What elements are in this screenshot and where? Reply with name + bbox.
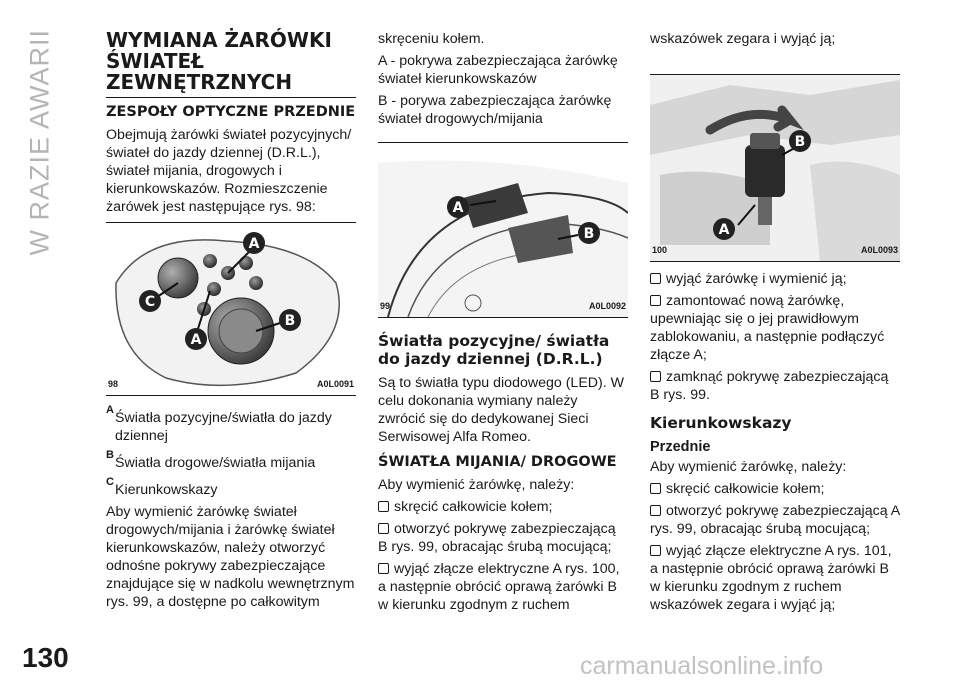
legend-item xyxy=(106,449,356,472)
fig99-label-b: B xyxy=(583,226,595,242)
figure-number: 98 xyxy=(108,379,119,389)
figure-98 xyxy=(106,222,356,396)
fig100-label-a: A xyxy=(718,222,730,238)
figure-100 xyxy=(650,74,900,262)
fig98-label-a1: A xyxy=(248,236,260,252)
legend-key: B xyxy=(106,449,114,461)
figure-99 xyxy=(378,142,628,318)
fig98-label-c: C xyxy=(144,294,156,310)
bullet-item: wyjąć złącze elektryczne A rys. 101, a następnie obrócić oprawą żarówki B w kierunku zgodnym z ruchem wskazówek zegara i wyjąć ją; xyxy=(650,543,892,613)
fig98-label-b: B xyxy=(284,313,296,329)
checkbox-bullet-icon xyxy=(650,505,661,516)
fig100-label-b: B xyxy=(794,134,806,150)
column-3 xyxy=(650,30,900,618)
bullet-item: otworzyć pokrywę zabezpieczającą B rys. 99, obracając śrubą mocującą; xyxy=(378,521,616,555)
intro-paragraph: Obejmują żarówki świateł pozycyjnych/świateł do jazdy dziennej (D.R.L.), świateł mijania, drogowych i kierunkowskazów. Rozmieszczenie żarówek jest następujące rys. 98: xyxy=(106,127,352,215)
page-number: 130 xyxy=(22,642,69,673)
bullet-item: zamontować nową żarówkę, upewniając się o jej prawidłowym zablokowaniu, a następnie podłączyć złącze A; xyxy=(650,293,885,363)
checkbox-bullet-icon xyxy=(378,523,389,534)
legend-text: Światła drogowe/światła mijania xyxy=(115,455,316,471)
body-paragraph: Aby wymienić żarówkę, należy: xyxy=(650,459,847,475)
sub-section-heading: Przednie xyxy=(650,439,711,455)
checkbox-bullet-icon xyxy=(378,563,389,574)
body-line: wskazówek zegara i wyjąć ją; xyxy=(650,31,836,47)
bulb-socket-illustration xyxy=(650,75,900,261)
bullet-item: wyjąć żarówkę i wymienić ją; xyxy=(650,270,900,288)
section-heading: ŚWIATŁA MIJANIA/ DROGOWE xyxy=(378,454,617,470)
wheel-arch-illustration xyxy=(378,143,628,317)
figure-number: 100 xyxy=(652,245,668,255)
body-line: A - pokrywa zabezpieczająca żarówkę świateł kierunkowskazów xyxy=(378,53,618,87)
checkbox-bullet-icon xyxy=(650,371,661,382)
legend-text: Kierunkowskazy xyxy=(115,482,218,498)
checkbox-bullet-icon xyxy=(650,273,661,284)
headlight-illustration xyxy=(106,223,356,395)
figure-code: A0L0091 xyxy=(316,379,354,389)
section-heading: Światła pozycyjne/ światła do jazdy dziennej (D.R.L.) xyxy=(378,332,610,368)
checkbox-bullet-icon xyxy=(650,295,661,306)
legend-text: Światła pozycyjne/światła do jazdy dziennej xyxy=(115,410,332,444)
chapter-side-title xyxy=(20,30,60,260)
section-heading: Kierunkowskazy xyxy=(650,414,792,432)
legend-key: C xyxy=(106,476,114,488)
legend-item xyxy=(106,476,356,499)
checkbox-bullet-icon xyxy=(378,501,389,512)
checkbox-bullet-icon xyxy=(650,483,661,494)
main-heading: WYMIANA ŻARÓWKI ŚWIATEŁ ZEWNĘTRZNYCH xyxy=(106,30,356,98)
column-2 xyxy=(378,30,628,618)
checkbox-bullet-icon xyxy=(650,545,661,556)
body-paragraph: Aby wymienić żarówkę, należy: xyxy=(378,477,575,493)
bullet-item: otworzyć pokrywę zabezpieczającą A rys. 99, obracając śrubą mocującą; xyxy=(650,503,900,537)
legend-key: A xyxy=(106,404,114,416)
bullet-item: skręcić całkowicie kołem; xyxy=(650,480,900,498)
sub-heading: ZESPOŁY OPTYCZNE PRZEDNIE xyxy=(106,104,356,120)
fig99-label-a: A xyxy=(452,200,464,216)
bullet-item: zamknąć pokrywę zabezpieczającą B rys. 99. xyxy=(650,369,889,403)
body-paragraph: Są to światła typu diodowego (LED). W celu dokonania wymiany należy zwrócić się do dedykowanej Sieci Serwisowej Alfa Romeo. xyxy=(378,375,625,445)
body-line: skręceniu kołem. xyxy=(378,31,485,47)
column-1 xyxy=(106,30,356,615)
figure-code: A0L0092 xyxy=(588,301,626,311)
fig98-label-a2: A xyxy=(190,332,202,348)
body-paragraph: Aby wymienić żarówkę świateł drogowych/mijania i żarówkę świateł kierunkowskazów, należy otworzyć odnośne pokrywy zabezpieczające znajdujące się w nadkolu wewnętrznym rys. 99, a dostępne po całkowitym xyxy=(106,504,355,610)
bullet-item: skręcić całkowicie kołem; xyxy=(378,498,628,516)
bullet-item: wyjąć złącze elektryczne A rys. 100, a następnie obrócić oprawą żarówki B w kierunku zgodnym z ruchem xyxy=(378,561,620,613)
legend-item xyxy=(106,404,356,445)
figure-number: 99 xyxy=(380,301,391,311)
figure-code: A0L0093 xyxy=(860,245,898,255)
watermark: carmanualsonline.info xyxy=(580,652,824,680)
body-line: B - porywa zabezpieczająca żarówkę świateł drogowych/mijania xyxy=(378,93,612,127)
chapter-title-text: W RAZIE AWARII xyxy=(24,28,55,256)
